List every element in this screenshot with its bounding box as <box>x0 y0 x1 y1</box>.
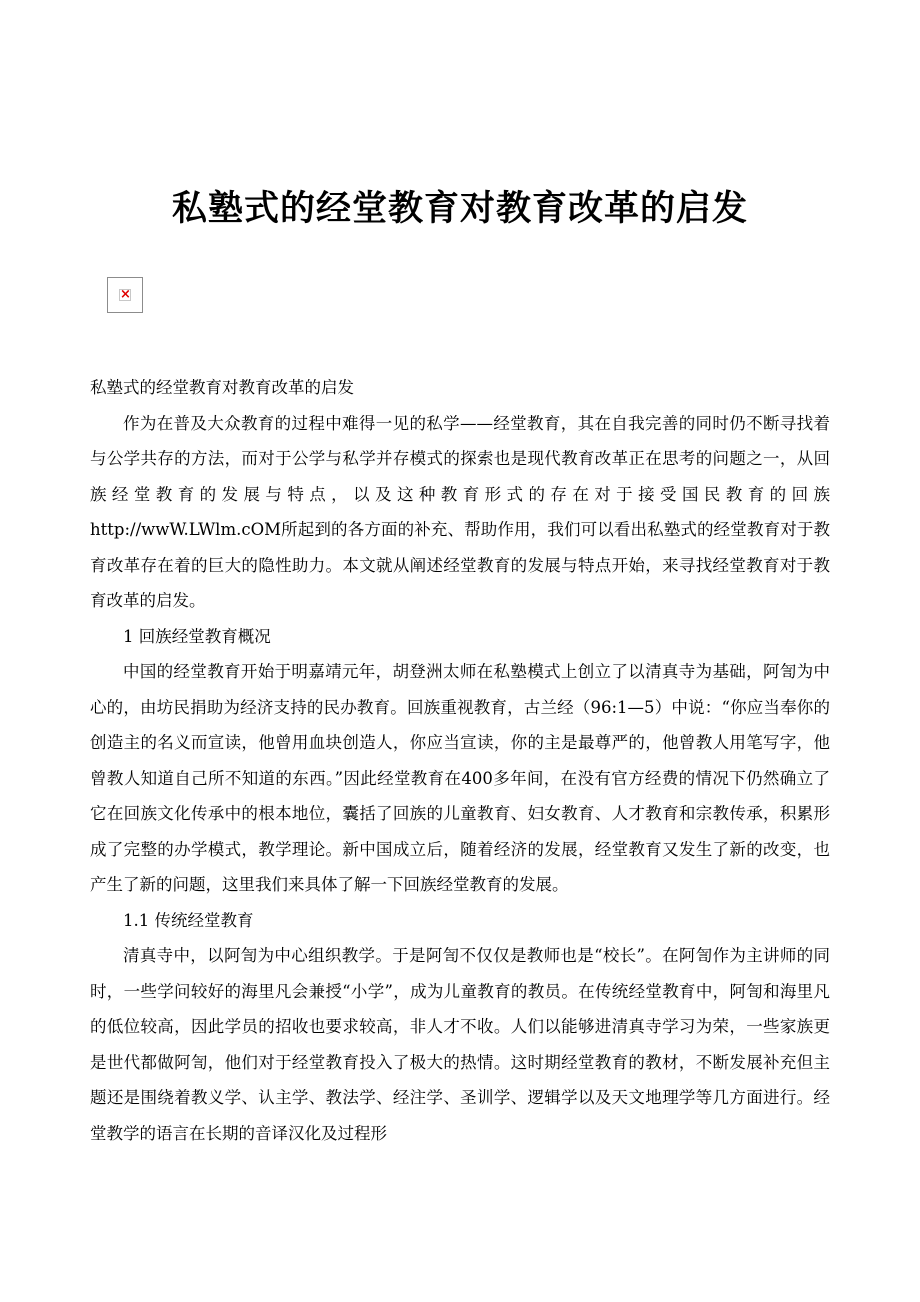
broken-image-icon <box>107 277 143 313</box>
red-x-icon: × <box>120 287 131 302</box>
document-title: 私塾式的经堂教育对教育改革的启发 <box>171 188 748 229</box>
section-heading-1: 1 回族经堂教育概况 <box>123 626 271 646</box>
paragraph-overview: 中国的经堂教育开始于明嘉靖元年，胡登洲太师在私塾模式上创立了以清真寺为基础，阿訇为中心的，由坊民捐助为经济支持的民办教育。回族重视教育，古兰经（96:1—5）中说：“你应当奉你的创造主的名义而宣读，他曾用血块创造人，你应当宣读，你的主是最尊严的，他曾教人用笔写字，他曾教人知道自己所不知道的东西。”因此经堂教育在400多年间，在没有官方经费的情况下仍然确立了它在回族文化传承中的根本地位，囊括了回族的儿童教育、妇女教育、人才教育和宗教传承，积累形成了完整的办学模式，教学理论。新中国成立后，随着经济的发展，经堂教育又发生了新的改变，也产生了新的问题，这里我们来具体了解一下回族经堂教育的发展。 <box>90 662 830 894</box>
paragraph-intro: 作为在普及大众教育的过程中难得一见的私学——经堂教育，其在自我完善的同时仍不断寻找着与公学共存的方法，而对于公学与私学并存模式的探索也是现代教育改革正在思考的问题之一，从回族经堂教育的发展与特点，以及这种教育形式的存在对于接受国民教育的回族http://wwW.LWlm.cOM所起到的各方面的补充、帮助作用，我们可以看出私塾式的经堂教育对于教育改革存在着的巨大的隐性助力。本文就从阐述经堂教育的发展与特点开始，来寻找经堂教育对于教育改革的启发。 <box>90 413 830 610</box>
paragraph-traditional: 清真寺中，以阿訇为中心组织教学。于是阿訇不仅仅是教师也是“校长”。在阿訇作为主讲师的同时，一些学问较好的海里凡会兼授“小学”，成为儿童教育的教员。在传统经堂教育中，阿訇和海里凡的低位较高，因此学员的招收也要求较高，非人才不收。人们以能够进清真寺学习为荣，一些家族更是世代都做阿訇，他们对于经堂教育投入了极大的热情。这时期经堂教育的教材，不断发展补充但主题还是围绕着教义学、认主学、教法学、经注学、圣训学、逻辑学以及天文地理学等几方面进行。经堂教学的语言在长期的音译汉化及过程形 <box>90 946 830 1143</box>
document-body <box>90 370 830 1151</box>
broken-image-frame <box>119 289 131 301</box>
section-heading-1-1: 1.1 传统经堂教育 <box>123 910 254 930</box>
document-subtitle: 私塾式的经堂教育对教育改革的启发 <box>90 378 354 397</box>
